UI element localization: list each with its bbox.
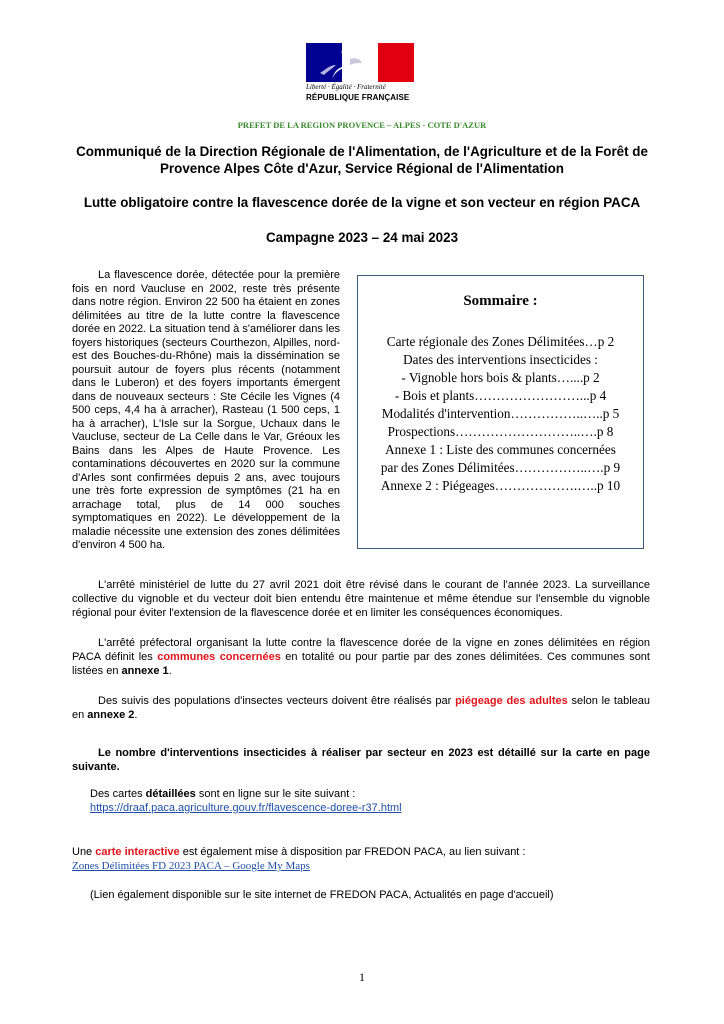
paragraph-carte-interactive: Une carte interactive est également mise à disposition par FREDON PACA, au lien suivant : Zones Délimitées FD 2023 PACA – Google My Maps — [72, 846, 526, 872]
sommaire-line: Annexe 2 : Piégeages……………….…..p 10 — [380, 478, 621, 493]
republique-francaise-logo — [306, 43, 414, 105]
sommaire-line: par des Zones Délimitées……………..….p 9 — [380, 460, 621, 475]
campaign-title: Campagne 2023 – 24 mai 2023 — [265, 230, 459, 245]
intro-paragraph: La flavescence dorée, détectée pour la première fois en nord Vaucluse en 2002, reste très présente dans notre région. Environ 22 500 ha étaient en zones délimitées au titre de la lutte contre la flavescence dorée en 2022. La situation tend à s'améliorer dans les foyers historiques (secteurs Courthezon, Alpilles, nord-est des Bouches-du-Rhône) mais la dissémination se poursuit autour de foyers plus récents (notamment dans le Luberon) et des foyers importants émergent dans de nouveaux secteurs : Ste Cécile les Vignes (4 500 ceps, 4,4 ha à arracher), Rasteau (1 500 ceps, 1 ha à arracher), L'Isle sur la Sorgue, Uchaux dans le Vaucluse, secteur de La Celle dans le Var, Gréoux les Bains dans les Alpes de Haute Provence. Les contaminations découvertes en 2020 sur la commune d'Arles sont confirmées depuis 2 ans, avec toujours une très forte expression de symptômes (21 ha en arrachage total, plus de 14 000 souches symptomatiques en 2022). Le développement de la maladie nécessite une extension des zones délimitées d'environ 4 500 ha. — [72, 269, 340, 551]
page-number: 1 — [359, 970, 365, 984]
sommaire-line: Carte régionale des Zones Délimitées…p 2 — [386, 334, 615, 349]
marianne-flag-icon — [306, 43, 414, 82]
communes-concernees-highlight: communes concernées — [157, 651, 281, 663]
title-line-2: Provence Alpes Côte d'Azur, Service Régional de l'Alimentation — [160, 161, 564, 176]
sommaire-line: Dates des interventions insecticides : — [403, 352, 598, 367]
paragraph-piegeage: Des suivis des populations d'insectes vecteurs doivent être réalisés par piégeage des adultes selon le tableau en annexe 2. — [72, 695, 650, 721]
sommaire-box — [357, 275, 644, 549]
sommaire-title: Sommaire : — [463, 293, 538, 309]
subject-title: Lutte obligatoire contre la flavescence dorée de la vigne et son vecteur en région PACA — [83, 195, 641, 210]
republic-text: RÉPUBLIQUE FRANÇAISE — [306, 93, 410, 102]
sommaire-line: - Bois et plants……………………...p 4 — [394, 388, 607, 403]
carte-interactive-highlight: carte interactive — [95, 846, 180, 858]
marianne-profile-icon — [306, 43, 414, 82]
prefet-heading: PREFET DE LA REGION PROVENCE – ALPES - COTE D'AZUR — [237, 120, 487, 130]
paragraph-cartes-detaillees: Des cartes détaillées sont en ligne sur le site suivant : https://draaf.paca.agriculture.gouv.fr/flavescence-doree-r37.html — [90, 788, 402, 814]
title-line-1: Communiqué de la Direction Régionale de l'Alimentation, de l'Agriculture et de la Forêt de — [76, 144, 648, 159]
sommaire-line: Modalités d'intervention……………..…..p 5 — [381, 406, 620, 421]
google-my-maps-link[interactable]: Zones Délimitées FD 2023 PACA – Google My Maps — [72, 860, 310, 872]
sommaire-line: Annexe 1 : Liste des communes concernées — [385, 442, 616, 457]
motto-text: Liberté · Égalité · Fraternité — [306, 83, 386, 91]
paragraph-communes: L'arrêté préfectoral organisant la lutte contre la flavescence dorée de la vigne en zones délimitées en région PACA définit les communes concernées en totalité ou pour partie par des zones délimitées. Ces communes sont listées en annexe 1. — [72, 637, 650, 677]
paragraph-arrete-ministeriel: L'arrêté ministériel de lutte du 27 avril 2021 doit être révisé dans le courant de l'année 2023. La surveillance collective du vignoble et du vecteur doit bien entendu être maintenue et même étendue sur l'ensemble du vignoble régional pour éviter l'extension de la flavescence dorée et en limiter les conséquences économiques. — [72, 579, 650, 619]
paragraph-interventions: Le nombre d'interventions insecticides à réaliser par secteur en 2023 est détaillé sur la carte en page suivante. — [72, 747, 650, 773]
piegeage-highlight: piégeage des adultes — [455, 695, 568, 707]
paragraph-fredon-note: (Lien également disponible sur le site internet de FREDON PACA, Actualités en page d'accueil) — [90, 889, 554, 901]
sommaire-line: - Vignoble hors bois & plants…....p 2 — [401, 370, 600, 385]
draaf-link[interactable]: https://draaf.paca.agriculture.gouv.fr/flavescence-doree-r37.html — [90, 802, 402, 814]
sommaire-line: Prospections………………………..….p 8 — [387, 424, 614, 439]
